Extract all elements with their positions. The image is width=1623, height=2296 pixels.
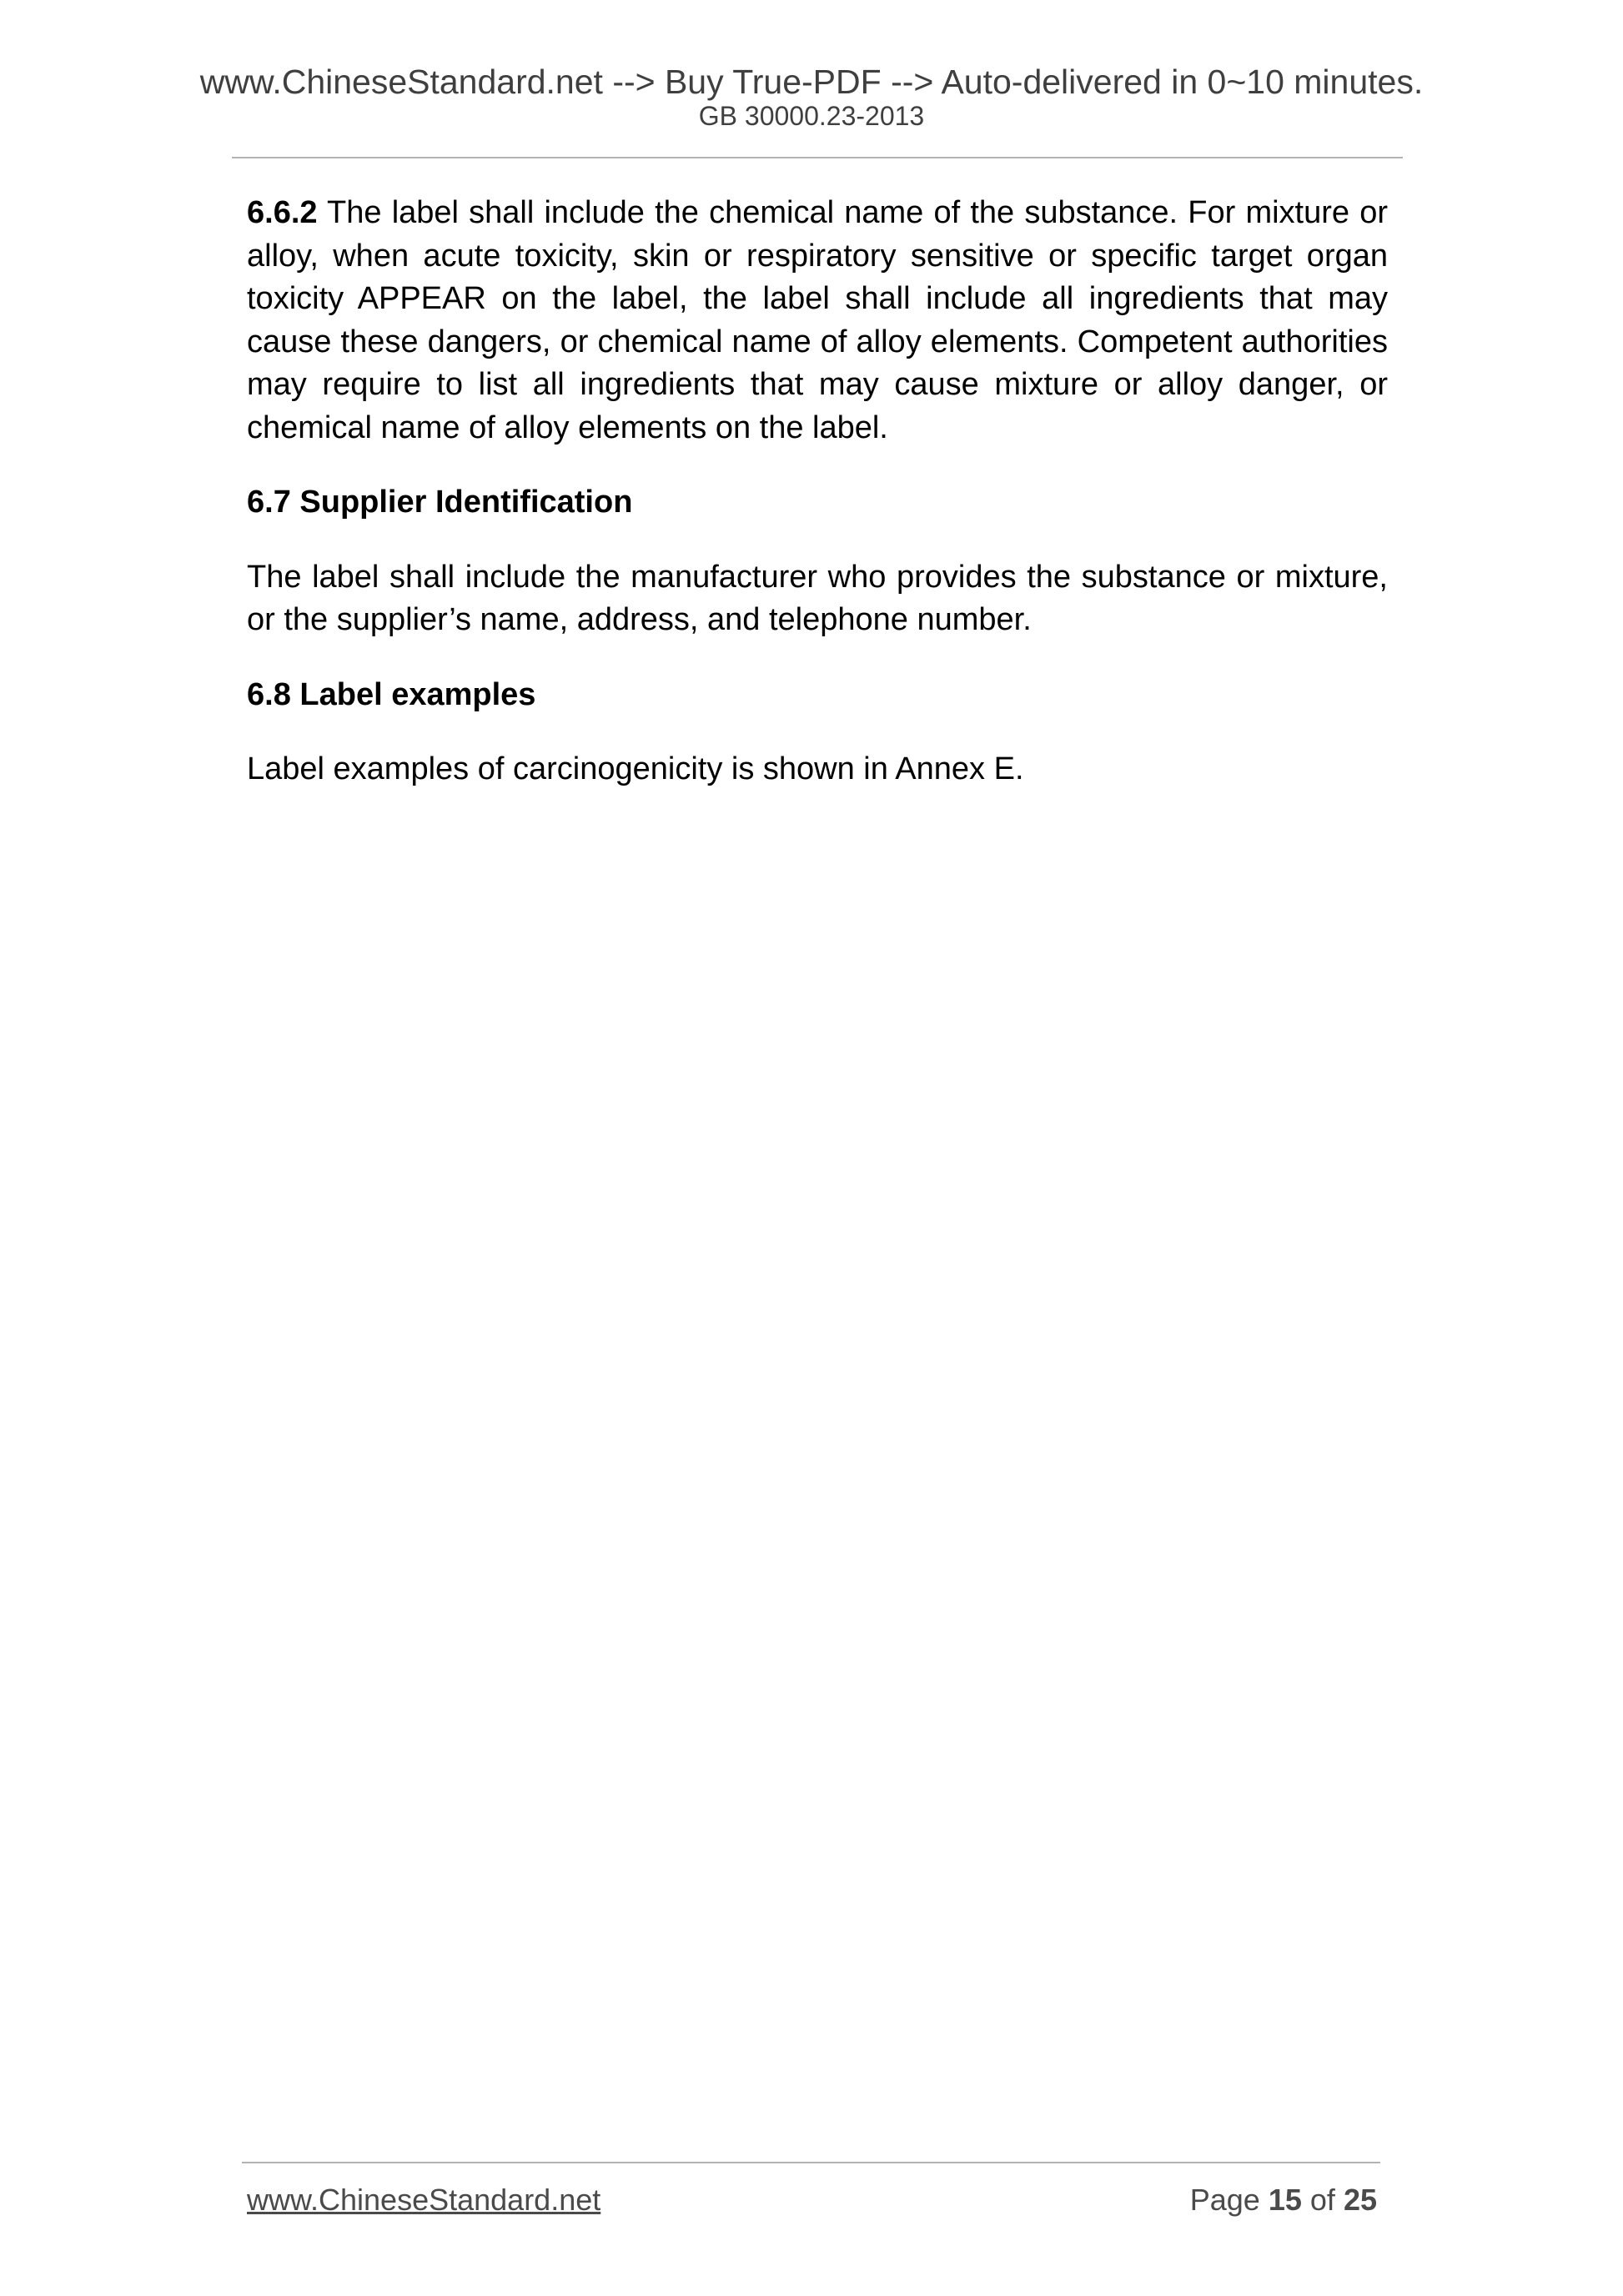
header-divider [232,157,1403,158]
footer-divider [242,2162,1380,2163]
section-heading-6-8: 6.8 Label examples [247,676,536,712]
site-banner: www.ChineseStandard.net --> Buy True-PDF --> Auto-delivered in 0~10 minutes. [199,63,1424,101]
clause-number: 6.6.2 [247,195,318,230]
page-of: of [1309,2183,1335,2217]
page-content [247,192,1388,823]
clause-6-6-2 [247,192,1388,450]
page-prefix: Page [1189,2183,1260,2217]
page-total: 25 [1343,2183,1377,2217]
section-6-7-text: The label shall include the manufacturer who provides the substance or mixture, or the supplier’s name, address, and telephone number. [247,559,1388,637]
page-current: 15 [1268,2183,1302,2217]
footer-website-link[interactable]: www.ChineseStandard.net [247,2183,601,2217]
section-heading-6-7: 6.7 Supplier Identification [247,485,633,520]
clause-text: The label shall include the chemical name of the substance. For mixture or alloy, when acute toxicity, skin or respiratory sensitive or specific target organ toxicity APPEAR on the label, the label shall include all ingredients that may cause these dangers, or chemical name of alloy elements. Competent authorities may require to list all ingredients that may cause mixture or alloy danger, or chemical name of alloy elements on the label. [247,195,1389,445]
document-number: GB 30000.23-2013 [698,101,925,131]
page-number [1190,2182,1377,2218]
section-6-8-text: Label examples of carcinogenicity is shown in Annex E. [247,751,1024,786]
